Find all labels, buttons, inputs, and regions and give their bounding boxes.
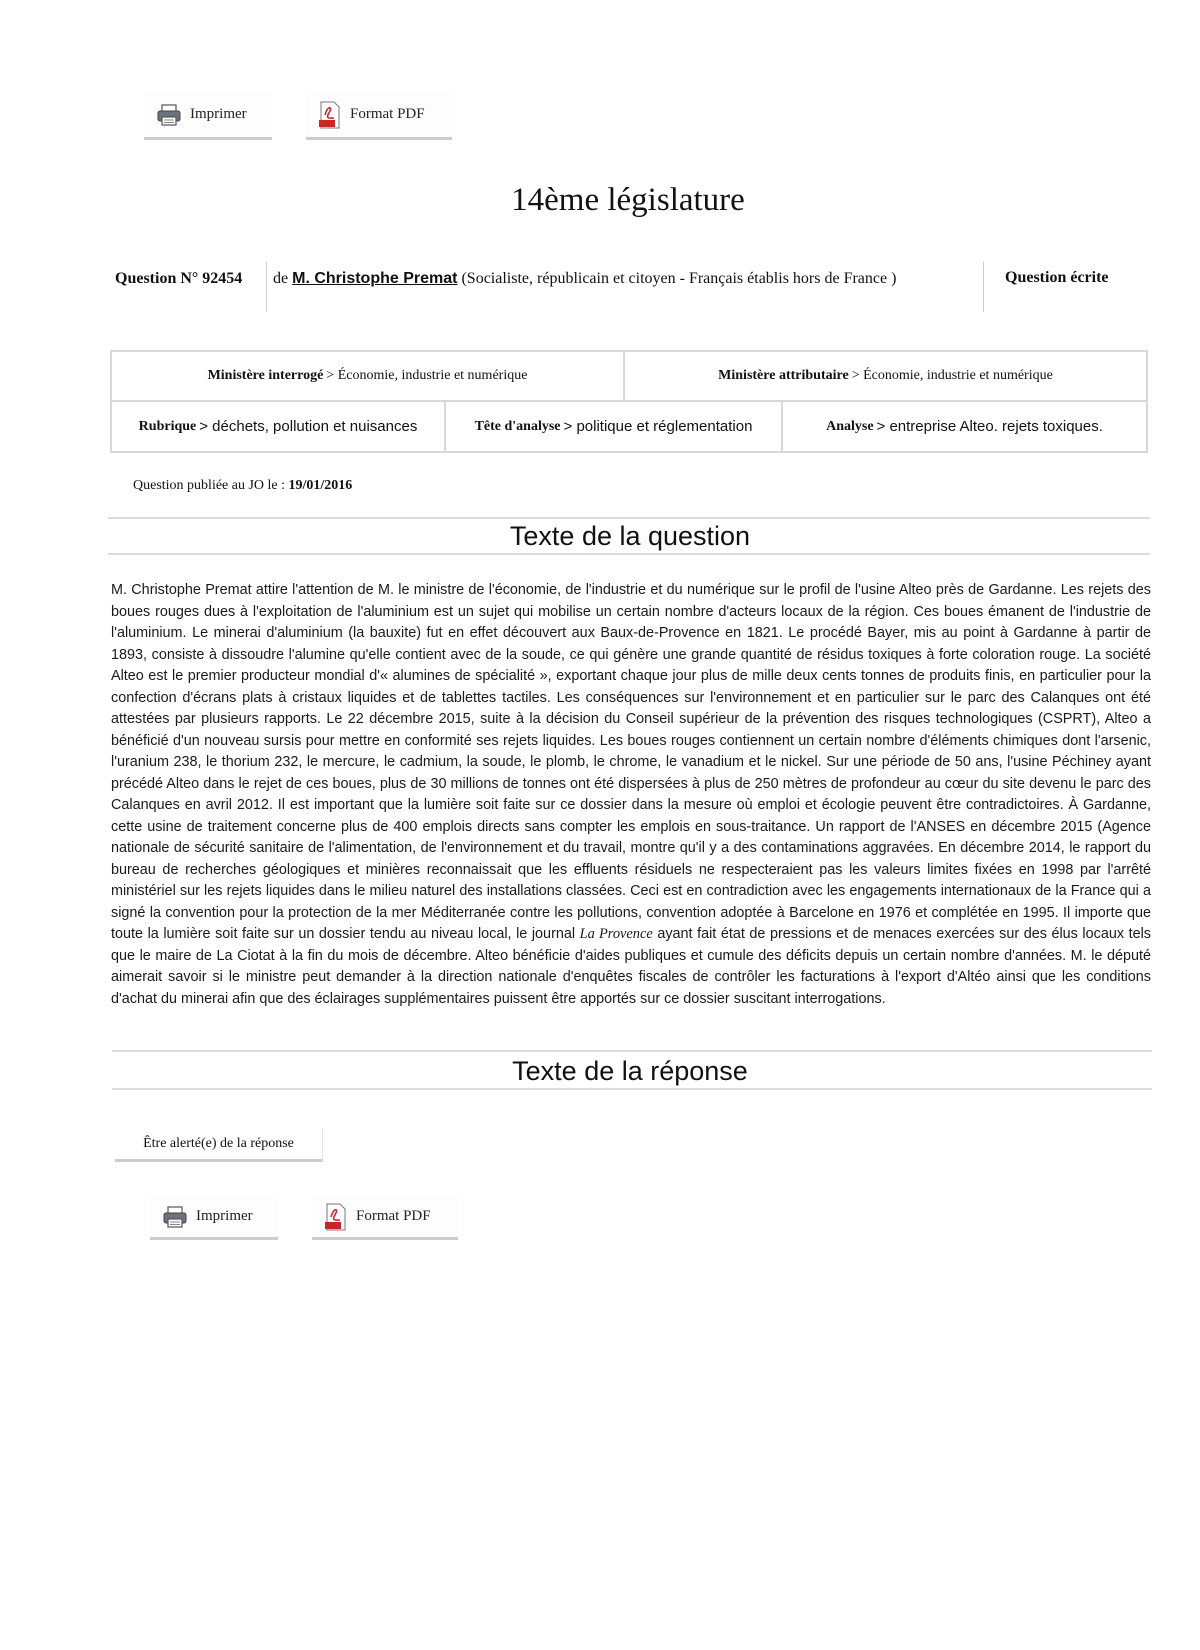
question-info-row bbox=[115, 262, 1135, 312]
section-rule bbox=[112, 1088, 1152, 1090]
pdf-button-top[interactable] bbox=[306, 92, 452, 140]
tete-analyse-cell bbox=[445, 401, 782, 452]
pdf-icon bbox=[318, 101, 342, 129]
analyse-cell bbox=[782, 401, 1147, 452]
pdf-icon bbox=[324, 1203, 348, 1231]
question-number: Question N° 92454 bbox=[115, 270, 243, 287]
ministere-attributaire-cell bbox=[624, 351, 1147, 401]
pdf-button-bottom[interactable] bbox=[312, 1196, 458, 1240]
question-text-part2: ayant fait état de pressions et de menaces exercées sur des élus locaux tels que le maire de La Ciotat à la fin du mois de décembre. Alteo bénéficie d'aides publiques et cumule des déficits depuis un certain nombre d'années. M. le député aimerait savoir si le ministre peut demander à la direction nationale d'enquêtes fiscales de contrôler les facturations à l'export d'Altéo ainsi que les conditions d'achat du minerai afin que des éclairages supplémentaires puissent être apportés sur ce dossier suscitant interrogations. bbox=[111, 926, 1151, 1007]
ministere-interroge-cell bbox=[111, 351, 624, 401]
author-prefix: de bbox=[273, 270, 289, 287]
section-rule bbox=[108, 517, 1150, 519]
pdf-label: Format PDF bbox=[356, 1208, 431, 1224]
tete-analyse-value: > politique et réglementation bbox=[563, 418, 753, 435]
ministere-interroge-value: > Économie, industrie et numérique bbox=[326, 368, 528, 383]
tete-analyse-label: Tête d'analyse bbox=[474, 418, 561, 434]
ministere-attributaire-label: Ministère attributaire bbox=[718, 368, 849, 383]
publication-info bbox=[133, 478, 352, 494]
author-link[interactable]: M. Christophe Premat bbox=[292, 270, 458, 287]
question-author bbox=[273, 270, 896, 288]
page-title: 14ème législature bbox=[511, 182, 745, 218]
printer-icon bbox=[156, 103, 182, 127]
print-label: Imprimer bbox=[190, 106, 247, 122]
divider bbox=[983, 262, 984, 312]
publication-date: 19/01/2016 bbox=[288, 478, 353, 493]
question-section-title: Texte de la question bbox=[509, 521, 751, 551]
rubrique-label: Rubrique bbox=[138, 418, 197, 434]
alert-answer-label: Être alerté(e) de la réponse bbox=[143, 1135, 294, 1151]
section-rule bbox=[108, 553, 1150, 555]
rubrique-cell bbox=[111, 401, 445, 452]
analyse-label: Analyse bbox=[826, 418, 874, 434]
publication-label: Question publiée au JO le : bbox=[133, 478, 286, 493]
pdf-label: Format PDF bbox=[350, 106, 425, 122]
print-button-top[interactable] bbox=[144, 92, 272, 140]
journal-name: La Provence bbox=[579, 926, 653, 942]
printer-icon bbox=[162, 1205, 188, 1229]
question-text bbox=[111, 580, 1151, 1010]
rubrique-value: > déchets, pollution et nuisances bbox=[199, 418, 418, 435]
ministere-interroge-label: Ministère interrogé bbox=[207, 368, 324, 383]
alert-answer-button[interactable] bbox=[115, 1128, 323, 1162]
section-rule bbox=[112, 1050, 1152, 1052]
author-group: (Socialiste, républicain et citoyen - Français établis hors de France ) bbox=[461, 270, 897, 287]
divider bbox=[266, 262, 267, 312]
analyse-value: > entreprise Alteo. rejets toxiques. bbox=[876, 418, 1103, 435]
print-label: Imprimer bbox=[196, 1208, 253, 1224]
print-button-bottom[interactable] bbox=[150, 1196, 278, 1240]
question-text-part1: M. Christophe Premat attire l'attention de M. le ministre de l'économie, de l'industrie et du numérique sur le profil de l'usine Alteo près de Gardanne. Les rejets des boues rouges dues à l'exploitation de l'aluminium est un sujet qui mobilise un certain nombre d'acteurs locaux de la région. Ces boues émanent de l'industrie de l'aluminium. Le minerai d'aluminium (la bauxite) fut en effet découvert aux Baux-de-Provence en 1821. Le procédé Bayer, mis au point à Gardanne à partir de 1893, consiste à dissoudre l'alumine qu'elle contient avec de la soude, ce qui génère une grande quantité de résidus toxiques à forte coloration rouge. La société Alteo est le premier producteur mondial d'« alumines de spécialité », exportant chaque jour plus de mille deux cents tonnes de produits finis, en particulier pour la confection d'écrans plats à cristaux liquides et de tablettes tactiles. Les conséquences sur l'environnement et en particulier sur le parc des Calanques ont été attestées par plusieurs rapports. Le 22 décembre 2015, suite à la décision du Conseil supérieur de la prévention des risques technologiques (CSPRT), Alteo a bénéficié d'un nouveau sursis pour mettre en conformité ses rejets liquides. Les boues rouges contiennent un certain nombre d'éléments chimiques dont l'arsenic, l'uranium 238, le thorium 232, le mercure, le cadmium, la soude, le plomb, le chrome, le vanadium et le nickel. Sur une période de 50 ans, l'usine Péchiney ayant précédé Alteo dans le rejet de ces boues, plus de 30 millions de tonnes ont été dispersées à plus de 250 mètres de profondeur au cœur du site devenu le parc des Calanques en avril 2012. Il est important que la lumière soit faite sur ce dossier dans la mesure où emploi et écologie peuvent être contradictoires. À Gardanne, cette usine de traitement concerne plus de 400 emplois directs sans compter les emplois en sous-traitance. Un rapport de l'ANSES en décembre 2015 (Agence nationale de sécurité sanitaire de l'alimentation, de l'environnement et du travail, montre qu'il y a des contaminations aggravées. En décembre 2014, le rapport du bureau de recherches géologiques et minières reconnaissait que les effluents résiduels ne respecteraient pas les valeurs limites fixées en 1998 par l'arrêté ministériel sur les rejets liquides dans le milieu naturel des installations classées. Ceci est en contradiction avec les engagements internationaux de la France qui a signé la convention pour la protection de la mer Méditerranée contre les pollutions, convention adoptée à Barcelone en 1976 et complétée en 1995. Il importe que toute la lumière soit faite sur un dossier tendu au niveau local, le journal bbox=[111, 582, 1151, 942]
ministries-grid bbox=[110, 350, 1148, 453]
question-type: Question écrite bbox=[1005, 269, 1109, 286]
answer-section-title: Texte de la réponse bbox=[512, 1056, 748, 1086]
ministere-attributaire-value: > Économie, industrie et numérique bbox=[851, 368, 1053, 383]
